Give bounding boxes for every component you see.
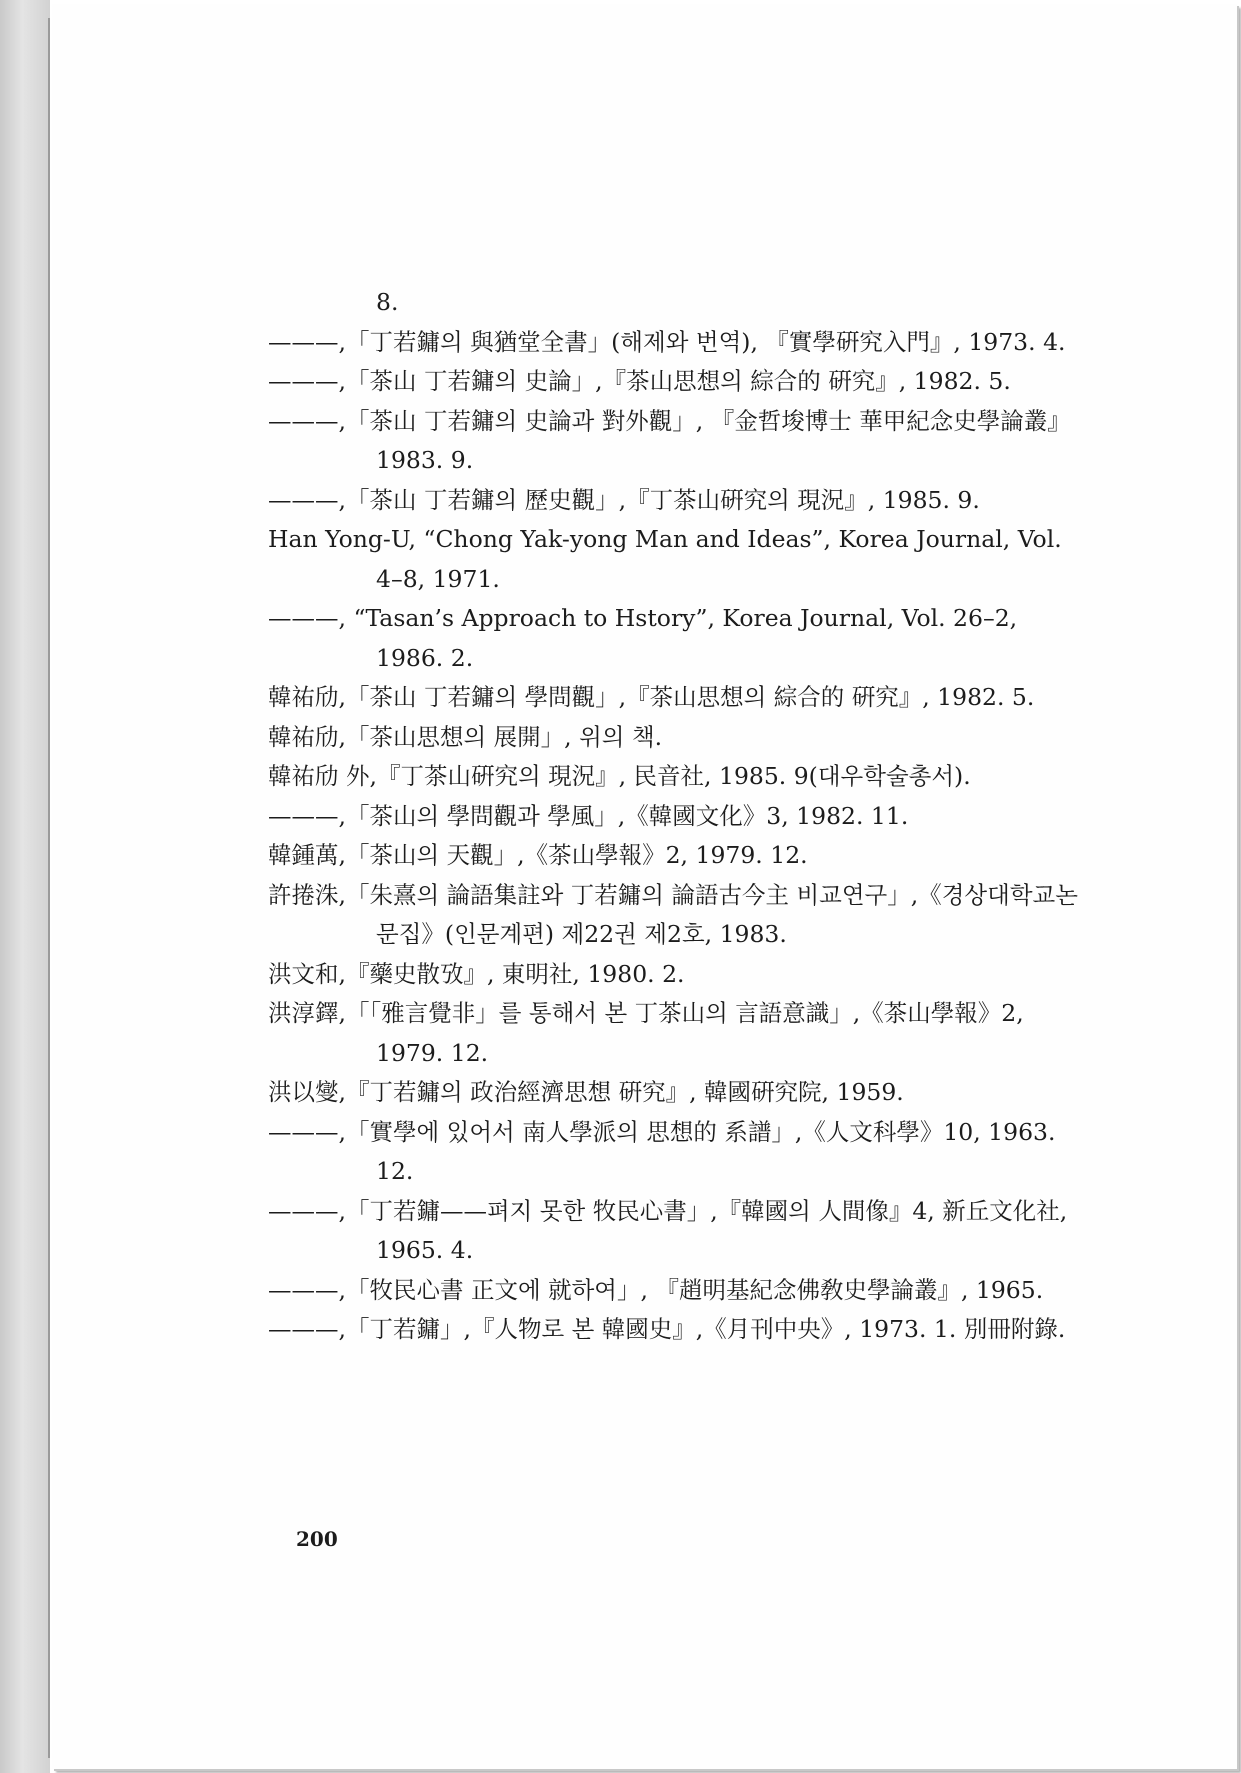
bibliography-entry: ———,「丁若鏞」,『人物로 본 韓國史』,《月刊中央》, 1973. 1. 別冊附錄. bbox=[268, 1315, 1066, 1343]
bibliography-entry: ———,「實學에 있어서 南人學派의 思想的 系譜」,《人文科學》10, 1963. 12. bbox=[268, 1117, 1056, 1185]
bibliography-entry: 韓祐劤,「茶山 丁若鏞의 學問觀」,『茶山思想의 綜合的 硏究』, 1982. 5. bbox=[268, 683, 1035, 711]
bibliography-entry: 韓祐劤 外,『丁茶山硏究의 現況』, 民音社, 1985. 9(대우학술총서). bbox=[268, 762, 971, 790]
bibliography-entry: 洪文和,『藥史散攷』, 東明社, 1980. 2. bbox=[268, 959, 685, 988]
bibliography-entry: 韓鍾萬,「茶山의 天觀」,《茶山學報》2, 1979. 12. bbox=[268, 841, 808, 869]
bibliography-entry: ———,「茶山 丁若鏞의 史論」,『茶山思想의 綜合的 硏究』, 1982. 5. bbox=[268, 367, 1011, 395]
bibliography-entry: Han Yong-U, “Chong Yak-yong Man and Ideas”, Korea Journal, Vol. 4–8, 1971. bbox=[268, 525, 1062, 593]
bibliography-list bbox=[268, 283, 1080, 1350]
bibliography-entry: ———,「牧民心書 正文에 就하여」, 『趙明基紀念佛敎史學論叢』, 1965. bbox=[268, 1275, 1044, 1304]
bibliography-entry: 洪淳鐸,「「雅言覺非」를 통해서 본 丁茶山의 言語意識」,《茶山學報》2, 1979. 12. bbox=[268, 999, 1024, 1067]
bibliography-entry: 洪以燮,『丁若鏞의 政治經濟思想 硏究』, 韓國硏究院, 1959. bbox=[268, 1078, 904, 1106]
bibliography-entry: 許捲洙,「朱熹의 論語集註와 丁若鏞의 論語古今主 비교연구」,《경상대학교논문집》(인문계편) 제22권 제2호, 1983. bbox=[268, 880, 1078, 948]
spine-divider bbox=[48, 18, 50, 1758]
bibliography-entry: ———,「茶山 丁若鏞의 史論과 對外觀」, 『金哲埈博士 華甲紀念史學論叢』 1983. 9. bbox=[268, 406, 1071, 474]
book-spine-edge bbox=[0, 0, 50, 1773]
bibliography-entry: ———,「茶山의 學問觀과 學風」,《韓國文化》3, 1982. 11. bbox=[268, 801, 909, 830]
bibliography-entry: 8. bbox=[376, 288, 399, 316]
bibliography-entry: ———,「丁若鏞의 與猶堂全書」(해제와 번역), 『實學硏究入門』, 1973. 4. bbox=[268, 327, 1066, 356]
page-number: 200 bbox=[296, 1527, 338, 1551]
bibliography-entry: 韓祐劤,「茶山思想의 展開」, 위의 책. bbox=[268, 722, 663, 751]
bibliography-entry: ———,「茶山 丁若鏞의 歷史觀」,『丁茶山硏究의 現況』, 1985. 9. bbox=[268, 485, 980, 514]
bibliography-entry: ———,「丁若鏞——펴지 못한 牧民心書」,『韓國의 人間像』4, 新丘文化社, 1965. 4. bbox=[268, 1196, 1068, 1264]
bibliography-entry: ———, “Tasan’s Approach to Hstory”, Korea Journal, Vol. 26–2, 1986. 2. bbox=[268, 604, 1018, 672]
